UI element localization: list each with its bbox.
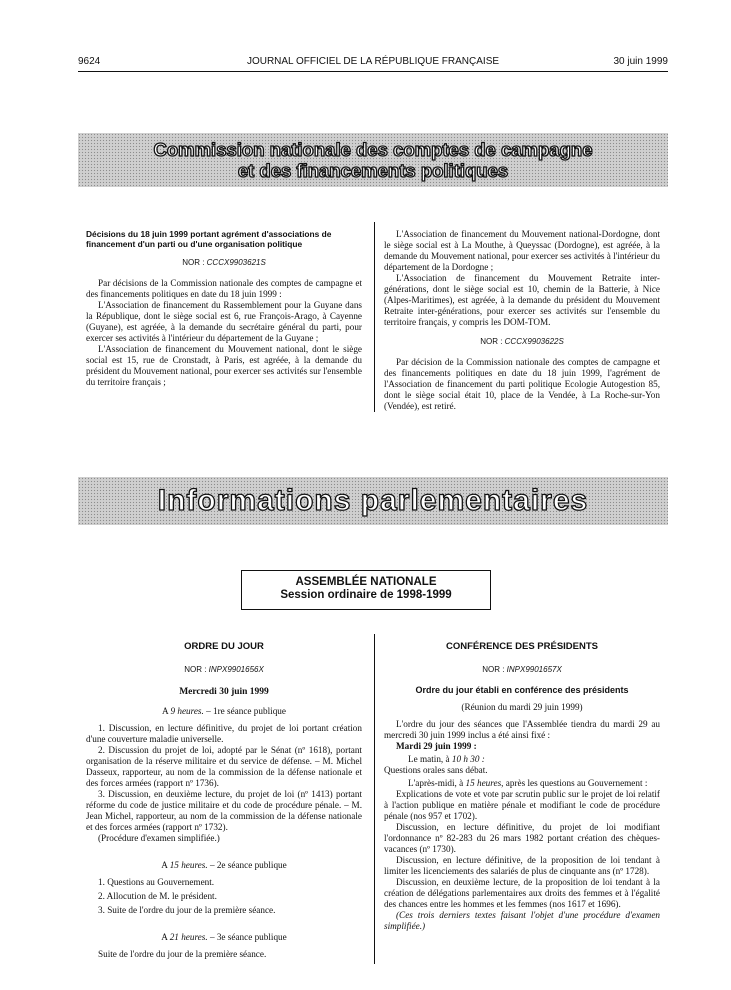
paragraph: Questions orales sans débat. — [384, 765, 488, 775]
agenda-item: Explications de vote et vote par scrutin public sur le projet de loi relatif à l'action publique en matière pénale et modifiant le code de procédure pénale (nos 957 et 1702). — [384, 789, 660, 821]
nor-label: NOR : — [482, 665, 505, 674]
header-rule — [78, 71, 668, 72]
agenda-item: 1. Questions au Gouvernement. — [98, 877, 215, 887]
commission-right-column — [384, 229, 660, 412]
agenda-item: 3. Discussion, en deuxième lecture, du projet de loi (nº 1413) portant réforme du code de justice militaire et du code de procédure pénale. – M. Jean Michel, rapporteur, au nom de la commission de la défense nationale et des forces armées (rapport nº 1732). — [86, 789, 362, 832]
matin-time: 10 h 30 : — [451, 754, 485, 764]
paragraph: L'Association de financement du Mouvement Retraite inter-générations, dont le siège social est 10, chemin de la Batterie, à Nice (Alpes-Maritimes), est agréée, à la demande du président du Mouvement Retraite inter-générations, pour exercer ses activités sur l'ensemble du territoire français, y compris les DOM-TOM. — [384, 273, 660, 327]
journal-title: JOURNAL OFFICIEL DE LA RÉPUBLIQUE FRANÇAISE — [246, 56, 500, 67]
nor-reference — [384, 664, 660, 675]
am-prefix: L'après-midi, à — [408, 778, 464, 788]
session-title: Session ordinaire de 1998-1999 — [280, 589, 452, 601]
decision-title: Décisions du 18 juin 1999 portant agrément d'associations de financement d'un parti ou d'une organisation politique — [86, 229, 332, 249]
nor-label: NOR : — [184, 665, 207, 674]
seance-heading — [86, 706, 362, 717]
conference-title: CONFÉRENCE DES PRÉSIDENTS — [445, 641, 599, 652]
am-time: 15 heures, — [465, 778, 504, 788]
am-suffix: après les questions au Gouvernement : — [505, 778, 648, 788]
nor-reference — [384, 336, 660, 347]
assemblee-title: ASSEMBLÉE NATIONALE — [295, 576, 437, 588]
seance-label: – 1re séance publique — [206, 706, 286, 716]
agenda-item: 2. Discussion du projet de loi, adopté par le Sénat (nº 1618), portant organisation de la réserve militaire et du service de défense. – M. Michel Dasseux, rapporteur, au nom de la commission de la défense nationale et des forces armées (rapport nº 1736). — [86, 745, 362, 788]
agenda-item: Suite de l'ordre du jour de la première séance. — [98, 949, 267, 959]
paragraph: Par décisions de la Commission nationale des comptes de campagne et des financements politiques en date du 18 juin 1999 : — [86, 278, 362, 299]
day-heading: Mardi 29 juin 1999 : — [396, 741, 477, 751]
ordre-du-jour-column — [86, 641, 362, 960]
conference-column — [384, 641, 660, 932]
commission-left-column — [86, 229, 362, 388]
assemblee-box — [241, 570, 491, 610]
agenda-item: Discussion, en lecture définitive, du projet de loi modifiant l'ordonnance nº 82-283 du 26 mars 1982 portant création des chèques-vacances (nº 1730). — [384, 822, 660, 854]
paragraph: L'Association de financement du Mouvement national, dont le siège social est 15, rue de Cronstadt, à Paris, est agréée, à la demande du président du Mouvement national, pour exercer ses activités sur l'ensemble du territoire français ; — [86, 344, 362, 387]
informations-banner-title: Informations parlementaires — [157, 484, 589, 517]
agenda-item: Discussion, en lecture définitive, de la proposition de loi tendant à limiter les licenciements des salariés de plus de cinquante ans (nº 1728). — [384, 855, 660, 876]
procedure-note: (Procédure d'examen simplifiée.) — [98, 833, 220, 843]
seance-prefix: A — [162, 706, 169, 716]
ordre-du-jour-title: ORDRE DU JOUR — [184, 641, 264, 652]
agenda-item: 2. Allocution de M. le président. — [98, 891, 217, 901]
page-number: 9624 — [78, 56, 101, 67]
seance-label: – 3e séance publique — [209, 932, 287, 942]
seance-time: 21 heures. — [169, 932, 208, 942]
commission-banner — [78, 133, 668, 187]
seance-heading — [86, 860, 362, 871]
nor-code: CCCX9903621S — [206, 258, 266, 267]
seance-prefix: A — [161, 932, 168, 942]
nor-label: NOR : — [480, 337, 503, 346]
agenda-item: Discussion, en deuxième lecture, de la proposition de loi tendant à la création de délégations parlementaires aux droits des femmes et à l'égalité des chances entre les hommes et les femmes (nos 1617 et 1696). — [384, 877, 660, 909]
seance-time: 9 heures. — [170, 706, 204, 716]
session-date: Mercredi 30 juin 1999 — [179, 687, 269, 697]
matin-prefix: Le matin, à — [408, 754, 450, 764]
matin-heading — [384, 754, 660, 765]
column-divider — [374, 222, 375, 412]
procedure-note: (Ces trois derniers textes faisant l'objet d'une procédure d'examen simplifiée.) — [384, 910, 660, 931]
nor-code: CCCX9903622S — [504, 337, 564, 346]
seance-label: – 2e séance publique — [209, 860, 287, 870]
column-divider — [374, 634, 375, 964]
nor-code: INPX9901657X — [506, 665, 562, 674]
paragraph: Par décision de la Commission nationale des comptes de campagne et des financements politiques en date du 18 juin 1999, l'agrément de l'Association de financement du parti politique Ecologie Autogestion 85, dont le siège social était 10, place de la Vendée, à La Roche-sur-Yon (Vendée), est retiré. — [384, 357, 660, 411]
agenda-item: 3. Suite de l'ordre du jour de la première séance. — [98, 905, 276, 915]
seance-heading — [86, 932, 362, 943]
reunion-date: (Réunion du mardi 29 juin 1999) — [461, 702, 583, 712]
paragraph: L'ordre du jour des séances que l'Assemblée tiendra du mardi 29 au mercredi 30 juin 1999 inclus a été ainsi fixé : — [384, 719, 660, 740]
informations-banner — [78, 477, 668, 525]
nor-reference — [86, 664, 362, 675]
paragraph: L'Association de financement du Rassemblement pour la Guyane dans la République, dont le siège social est 6, rue François-Arago, à Cayenne (Guyane), est agréée, à la demande du secrétaire général du parti, pour exercer ses activités à l'intérieur du département de la Guyane ; — [86, 300, 362, 343]
page-date: 30 juin 1999 — [613, 56, 668, 67]
commission-banner-line1: Commission nationale des comptes de campagne — [153, 139, 593, 160]
conference-subtitle: Ordre du jour établi en conférence des présidents — [415, 685, 629, 695]
nor-reference — [86, 257, 362, 268]
seance-time: 15 heures. — [169, 860, 208, 870]
seance-prefix: A — [161, 860, 168, 870]
paragraph: L'Association de financement du Mouvement national-Dordogne, dont le siège social est à La Mouthe, à Queyssac (Dordogne), est agréée, à la demande du Mouvement national, pour exercer ses activités à l'intérieur du département de la Dordogne ; — [384, 229, 660, 272]
commission-banner-line2: et des financements politiques — [237, 160, 509, 181]
nor-code: INPX9901656X — [208, 665, 264, 674]
apres-midi-heading — [384, 778, 660, 789]
nor-label: NOR : — [182, 258, 205, 267]
agenda-item: 1. Discussion, en lecture définitive, du projet de loi portant création d'une couverture maladie universelle. — [86, 723, 362, 744]
